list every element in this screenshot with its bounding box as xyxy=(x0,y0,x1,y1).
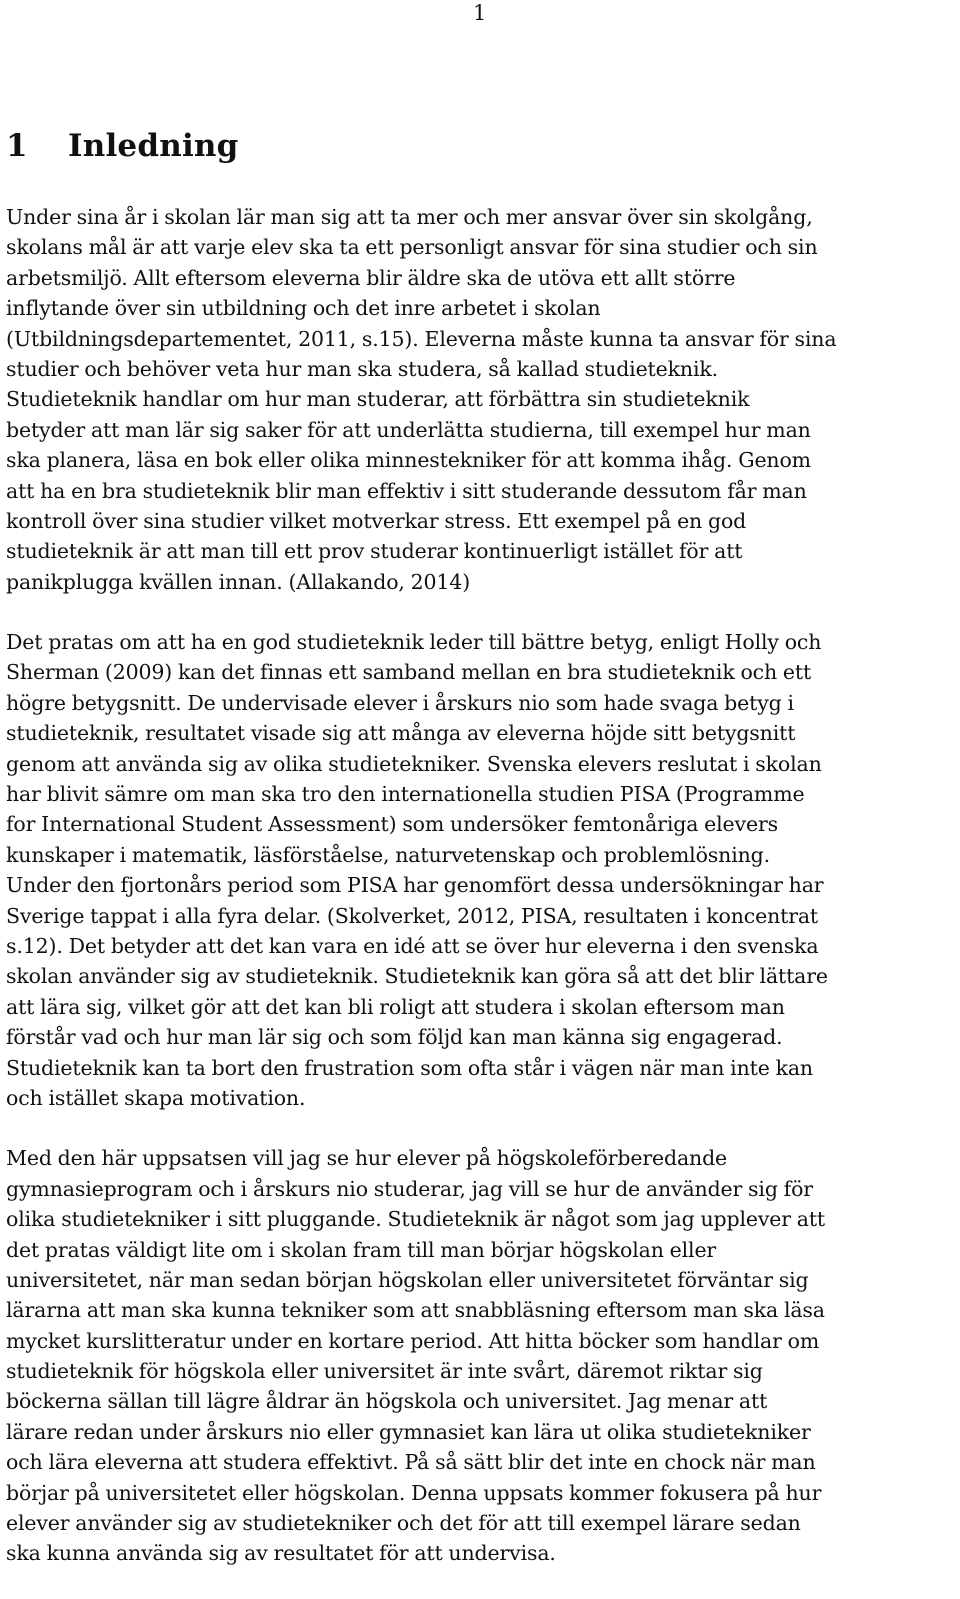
text-line: panikplugga kvällen innan. (Allakando, 2014) xyxy=(6,569,471,594)
text-line: mycket kurslitteratur under en kortare period. Att hitta böcker som handlar om xyxy=(6,1328,820,1353)
text-line: olika studietekniker i sitt pluggande. Studieteknik är något som jag upplever att xyxy=(6,1207,826,1232)
text-line: skolan använder sig av studieteknik. Studieteknik kan göra så att det blir lättare xyxy=(6,964,828,989)
text-line: förstår vad och hur man lär sig och som följd kan man känna sig engagerad. xyxy=(6,1025,783,1050)
section-title: Inledning xyxy=(68,128,239,164)
text-line: börjar på universitetet eller högskolan. Denna uppsats kommer fokusera på hur xyxy=(6,1480,822,1505)
text-line: och istället skapa motivation. xyxy=(6,1085,306,1110)
text-line: Sverige tappat i alla fyra delar. (Skolverket, 2012, PISA, resultaten i koncentrat xyxy=(6,903,819,928)
text-line: gymnasieprogram och i årskurs nio studerar, jag vill se hur de använder sig för xyxy=(6,1176,813,1201)
text-line: for International Student Assessment) som undersöker femtonåriga elevers xyxy=(6,812,778,837)
text-line: lärarna att man ska kunna tekniker som att snabbläsning eftersom man ska läsa xyxy=(6,1298,825,1323)
section-number: 1 xyxy=(6,128,28,164)
text-line: arbetsmiljö. Allt eftersom eleverna blir äldre ska de utöva ett allt större xyxy=(6,265,736,290)
text-line: Sherman (2009) kan det finnas ett samband mellan en bra studieteknik och ett xyxy=(6,660,812,685)
text-line: elever använder sig av studietekniker och det för att till exempel lärare sedan xyxy=(6,1511,801,1536)
text-line: lärare redan under årskurs nio eller gymnasiet kan lära ut olika studietekniker xyxy=(6,1419,811,1444)
text-line: att lära sig, vilket gör att det kan bli roligt att studera i skolan eftersom man xyxy=(6,994,785,1019)
text-line: Studieteknik handlar om hur man studerar, att förbättra sin studieteknik xyxy=(6,387,750,412)
text-line: kontroll över sina studier vilket motverkar stress. Ett exempel på en god xyxy=(6,508,747,533)
page-number: 1 xyxy=(473,1,487,25)
paragraph-2 xyxy=(6,627,948,1113)
text-line: inflytande över sin utbildning och det inre arbetet i skolan xyxy=(6,296,601,321)
text-line: studier och behöver veta hur man ska studera, så kallad studieteknik. xyxy=(6,356,718,381)
text-line: Med den här uppsatsen vill jag se hur elever på högskoleförberedande xyxy=(6,1146,728,1171)
text-line: Under sina år i skolan lär man sig att ta mer och mer ansvar över sin skolgång, xyxy=(6,205,813,229)
text-line: högre betygsnitt. De undervisade elever i årskurs nio som hade svaga betyg i xyxy=(6,690,794,715)
text-line: böckerna sällan till lägre åldrar än högskola och universitet. Jag menar att xyxy=(6,1389,768,1414)
text-line: universitetet, när man sedan början högskolan eller universitetet förväntar sig xyxy=(6,1267,809,1292)
body-text xyxy=(6,202,948,1599)
paragraph-3 xyxy=(6,1143,948,1568)
text-line: Studieteknik kan ta bort den frustration som ofta står i vägen när man inte kan xyxy=(6,1055,813,1080)
text-line: s.12). Det betyder att det kan vara en idé att se över hur eleverna i den svenska xyxy=(6,933,819,958)
text-line: skolans mål är att varje elev ska ta ett personligt ansvar för sina studier och sin xyxy=(6,235,818,260)
text-line: genom att använda sig av olika studietekniker. Svenska elevers reslutat i skolan xyxy=(6,751,822,776)
text-line: Det pratas om att ha en god studieteknik leder till bättre betyg, enligt Holly och xyxy=(6,630,822,655)
text-line: betyder att man lär sig saker för att underlätta studierna, till exempel hur man xyxy=(6,417,811,442)
text-line: studieteknik för högskola eller universitet är inte svårt, däremot riktar sig xyxy=(6,1359,763,1384)
text-line: har blivit sämre om man ska tro den internationella studien PISA (Programme xyxy=(6,782,805,807)
text-line: (Utbildningsdepartementet, 2011, s.15). Eleverna måste kunna ta ansvar för sina xyxy=(6,326,837,351)
text-line: Under den fjortonårs period som PISA har genomfört dessa undersökningar har xyxy=(6,873,824,898)
text-line: studieteknik är att man till ett prov studerar kontinuerligt istället för att xyxy=(6,539,743,564)
text-line: ska planera, läsa en bok eller olika minnestekniker för att komma ihåg. Genom xyxy=(6,448,811,473)
text-line: att ha en bra studieteknik blir man effektiv i sitt studerande dessutom får man xyxy=(6,478,807,503)
paragraph-1 xyxy=(6,202,948,597)
section-heading xyxy=(6,124,239,168)
text-line: ska kunna använda sig av resultatet för att undervisa. xyxy=(6,1541,556,1566)
text-line: det pratas väldigt lite om i skolan fram till man börjar högskolan eller xyxy=(6,1237,717,1262)
text-line: kunskaper i matematik, läsförståelse, naturvetenskap och problemlösning. xyxy=(6,842,770,867)
text-line: studieteknik, resultatet visade sig att många av eleverna höjde sitt betygsnitt xyxy=(6,721,796,746)
text-line: och lära eleverna att studera effektivt. På så sätt blir det inte en chock när man xyxy=(6,1450,816,1475)
